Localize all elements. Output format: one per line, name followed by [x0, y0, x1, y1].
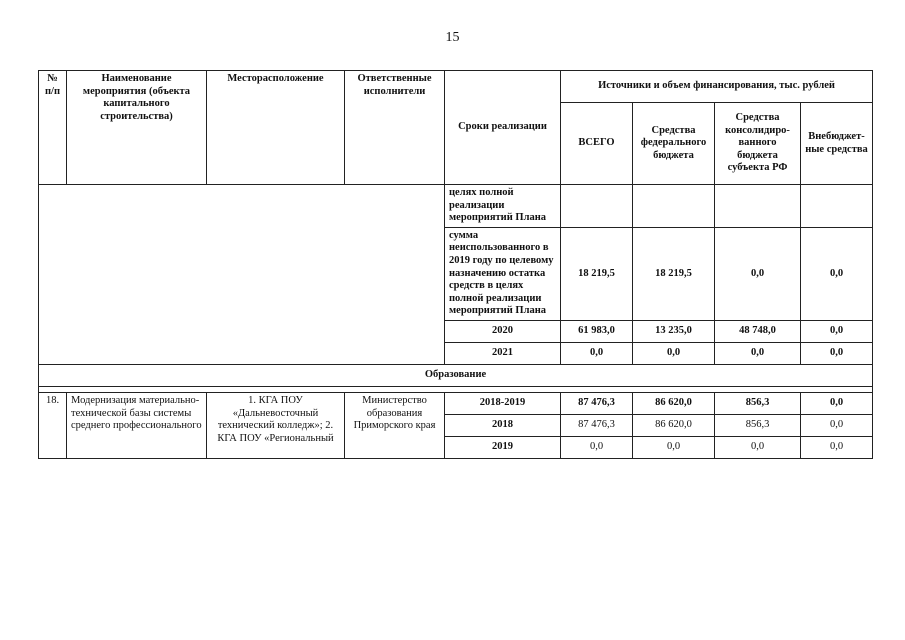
federal-cell [633, 185, 715, 228]
federal-cell: 18 219,5 [633, 227, 715, 320]
federal-cell: 86 620,0 [633, 392, 715, 414]
extra-cell: 0,0 [801, 392, 873, 414]
page-number: 15 [445, 30, 460, 45]
header-extra: Внебюджет-ные средства [801, 103, 873, 185]
header-name: Наименование мероприятия (объекта капитального строительства) [67, 71, 207, 185]
period-cell: 2021 [445, 342, 561, 364]
extra-cell: 0,0 [801, 414, 873, 436]
extra-cell: 0,0 [801, 320, 873, 342]
regional-cell: 48 748,0 [715, 320, 801, 342]
financing-table [38, 70, 873, 459]
total-cell: 87 476,3 [561, 392, 633, 414]
regional-cell: 0,0 [715, 342, 801, 364]
table-row [39, 392, 873, 414]
total-cell: 0,0 [561, 342, 633, 364]
header-no: № п/п [39, 71, 67, 185]
total-cell: 0,0 [561, 436, 633, 458]
item-name: Модернизация материально-технической базы системы среднего профессионального [67, 392, 207, 458]
header-funding: Источники и объем финансирования, тыс. рублей [561, 71, 873, 103]
period-cell: 2018-2019 [445, 392, 561, 414]
total-cell: 87 476,3 [561, 414, 633, 436]
table-row [39, 185, 873, 228]
empty-merged-cell [39, 185, 445, 365]
section-row [39, 364, 873, 386]
extra-cell: 0,0 [801, 342, 873, 364]
item-number: 18. [39, 392, 67, 458]
total-cell [561, 185, 633, 228]
federal-cell: 13 235,0 [633, 320, 715, 342]
header-responsible: Ответственные исполнители [345, 71, 445, 185]
regional-cell: 856,3 [715, 414, 801, 436]
regional-cell: 856,3 [715, 392, 801, 414]
regional-cell: 0,0 [715, 227, 801, 320]
header-federal: Средства федерального бюджета [633, 103, 715, 185]
section-title: Образование [39, 364, 873, 386]
federal-cell: 0,0 [633, 342, 715, 364]
federal-cell: 86 620,0 [633, 414, 715, 436]
header-period: Сроки реализации [445, 71, 561, 185]
regional-cell: 0,0 [715, 436, 801, 458]
period-cell: целях полной реализации мероприятий Плана [445, 185, 561, 228]
extra-cell: 0,0 [801, 227, 873, 320]
period-cell: сумма неиспользованного в 2019 году по целевому назначению остатка средств в целях полной реализации мероприятий Плана [445, 227, 561, 320]
header-location: Месторасположение [207, 71, 345, 185]
federal-cell: 0,0 [633, 436, 715, 458]
period-cell: 2018 [445, 414, 561, 436]
period-cell: 2019 [445, 436, 561, 458]
total-cell: 18 219,5 [561, 227, 633, 320]
header-regional: Средства консолидиро-ванного бюджета субъекта РФ [715, 103, 801, 185]
header-total: ВСЕГО [561, 103, 633, 185]
item-location: 1. КГА ПОУ «Дальневосточный технический колледж»; 2. КГА ПОУ «Региональный [207, 392, 345, 458]
extra-cell [801, 185, 873, 228]
extra-cell: 0,0 [801, 436, 873, 458]
total-cell: 61 983,0 [561, 320, 633, 342]
period-cell: 2020 [445, 320, 561, 342]
regional-cell [715, 185, 801, 228]
item-responsible: Министерство образования Приморского края [345, 392, 445, 458]
